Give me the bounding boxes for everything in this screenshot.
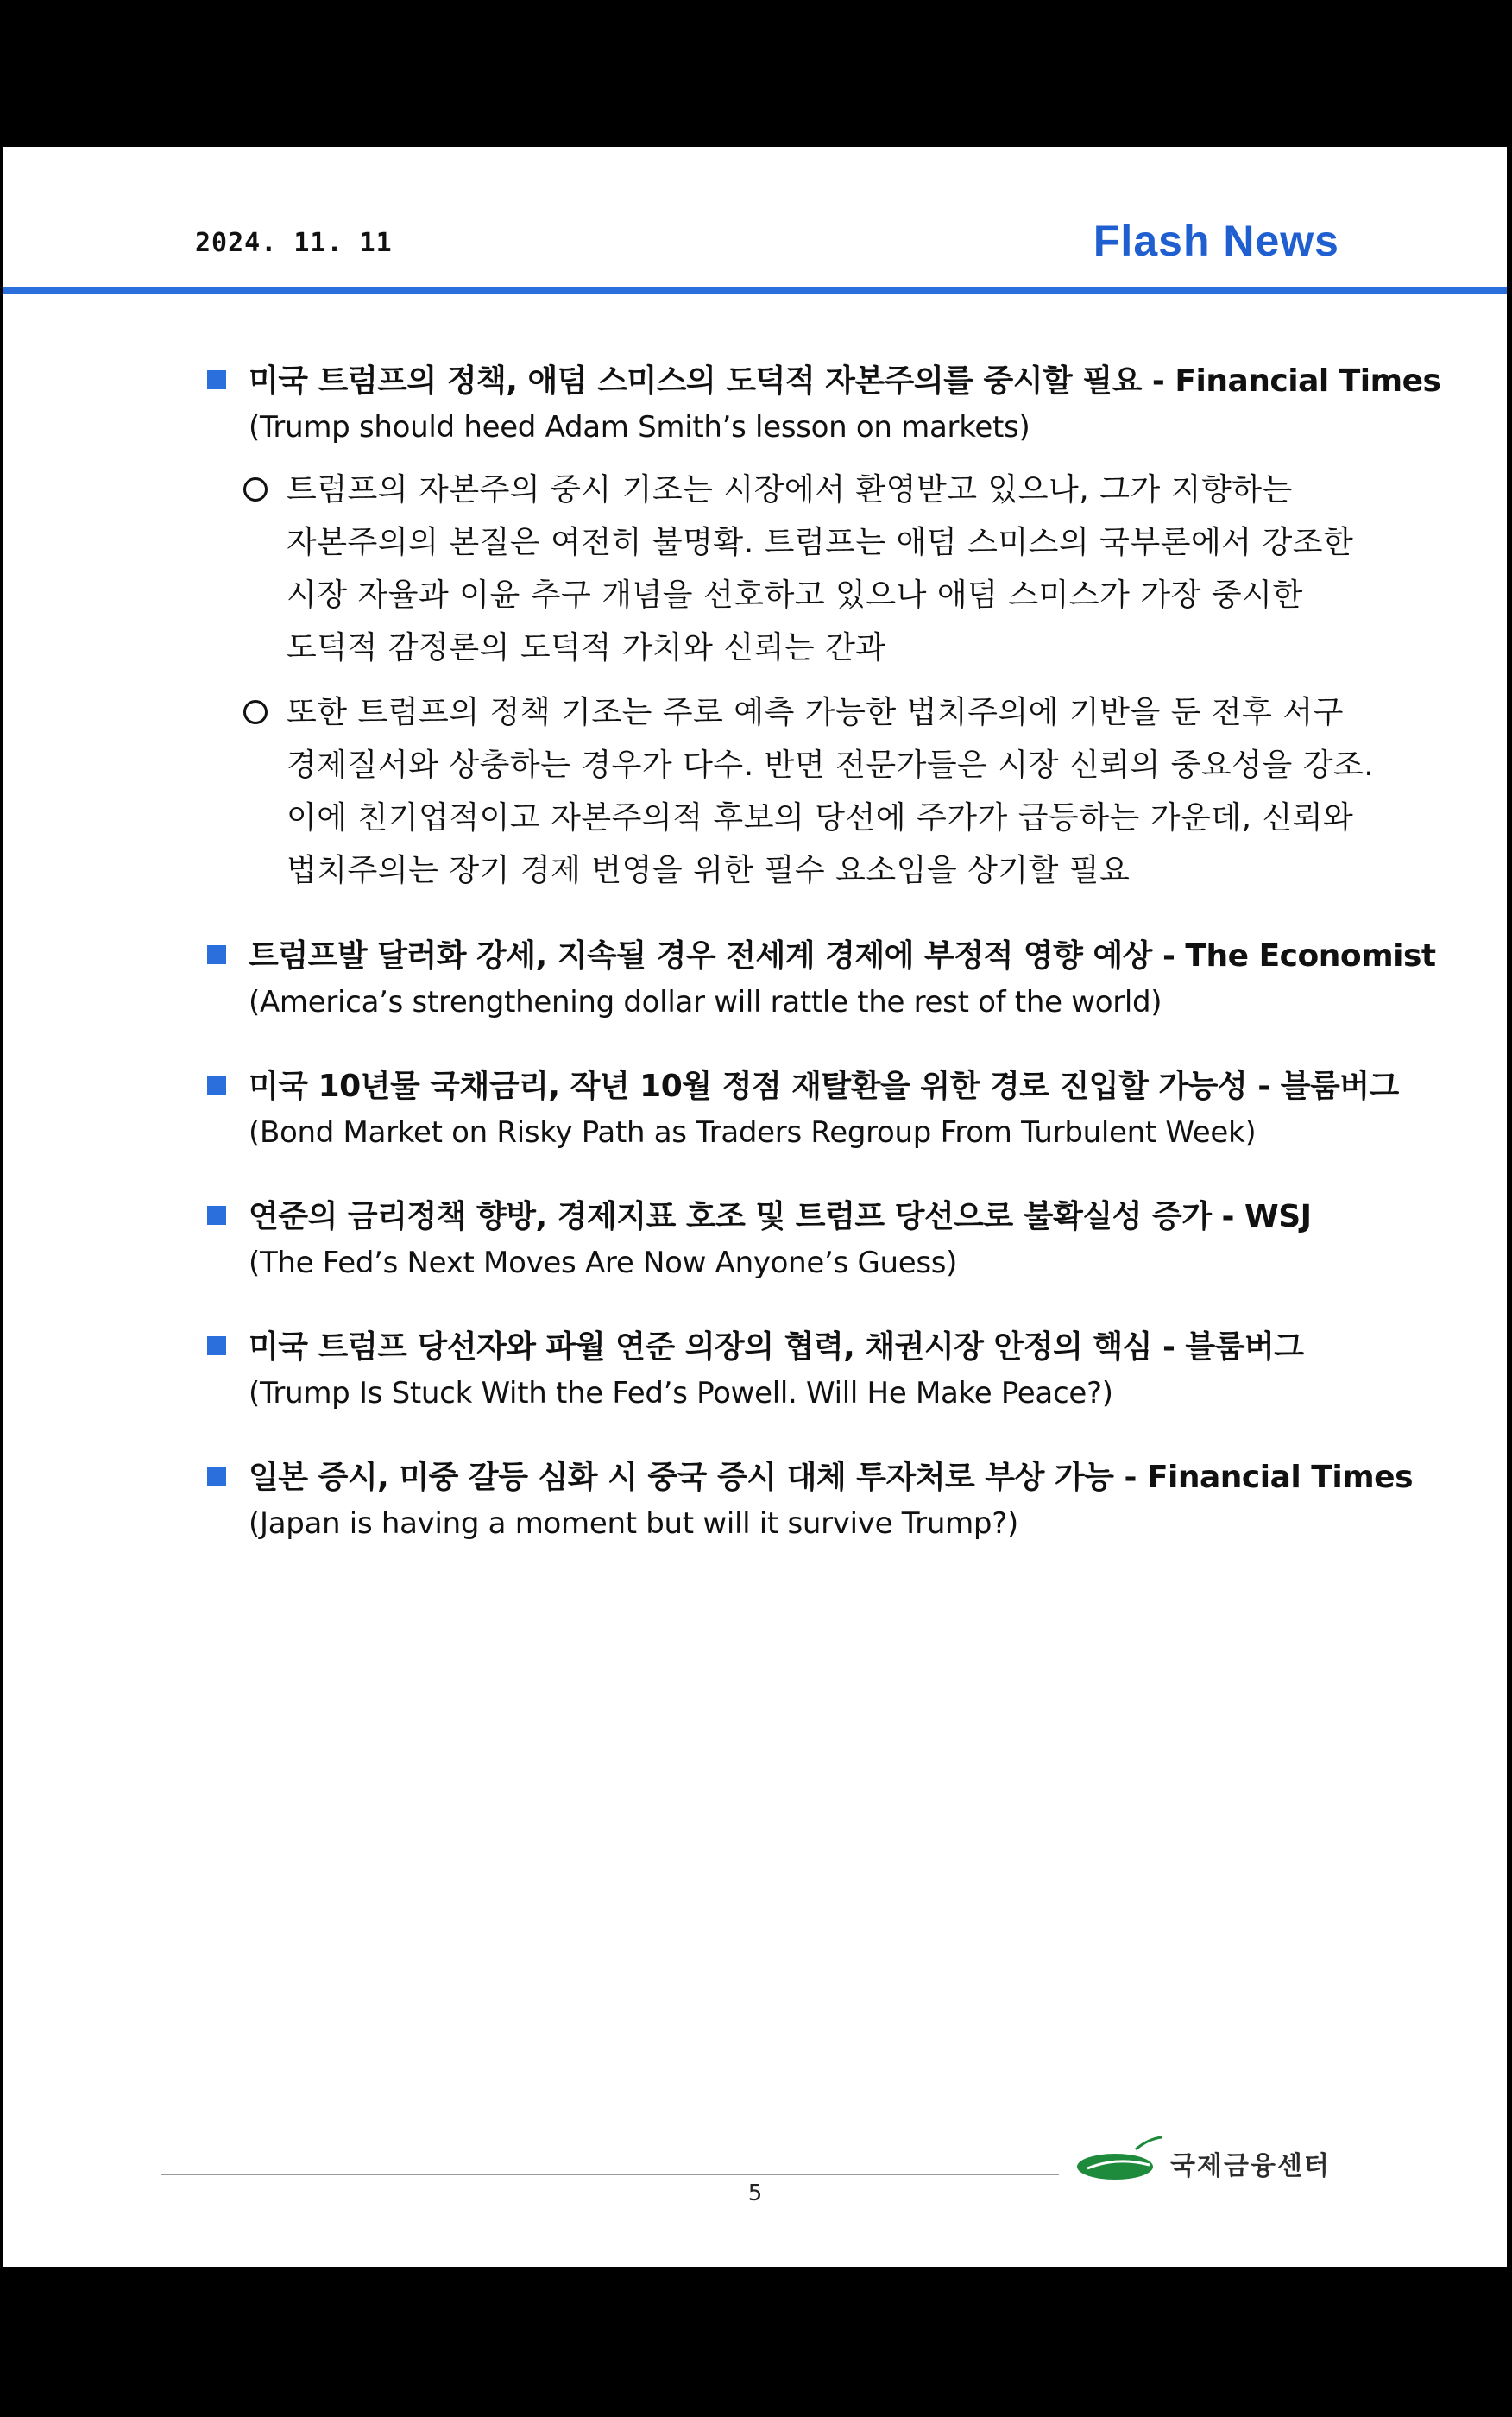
header-divider <box>3 287 1507 294</box>
paragraph-line: 법치주의는 장기 경제 번영을 위한 필수 요소임을 상기할 필요 <box>287 853 1131 888</box>
paragraph-line: 시장 자율과 이윤 추구 개념을 선호하고 있으나 애덤 스미스가 가장 중시한 <box>287 577 1303 613</box>
kcif-logo <box>1075 2134 1343 2186</box>
paragraph-line: 또한 트럼프의 정책 기조는 주로 예측 가능한 법치주의에 기반을 둔 전후 서구 <box>287 695 1344 730</box>
circle-bullet-icon <box>243 700 268 724</box>
paragraph-line: 도덕적 감정론의 도덕적 가치와 신뢰는 간과 <box>287 630 886 666</box>
footer-divider <box>161 2174 1059 2175</box>
news-source-title: (Bond Market on Risky Path as Traders Regroup From Turbulent Week) <box>249 1115 1257 1150</box>
news-headline: 트럼프발 달러화 강세, 지속될 경우 전세계 경제에 부정적 영향 예상 - The Economist <box>249 938 1436 974</box>
paragraph-line: 자본주의의 본질은 여전히 불명확. 트럼프는 애덤 스미스의 국부론에서 강조한 <box>287 525 1354 560</box>
paragraph-line: 트럼프의 자본주의 중시 기조는 시장에서 환영받고 있으나, 그가 지향하는 <box>287 472 1293 508</box>
square-bullet-icon <box>207 1336 226 1355</box>
paragraph-line: 경제질서와 상충하는 경우가 다수. 반면 전문가들은 시장 신뢰의 중요성을 강조. <box>287 748 1375 783</box>
report-date: 2024. 11. 11 <box>195 228 393 258</box>
news-headline: 연준의 금리정책 향방, 경제지표 호조 및 트럼프 당선으로 불확실성 증가 - WSJ <box>249 1199 1312 1234</box>
square-bullet-icon <box>207 945 226 964</box>
kcif-logo-text: 국제금융센터 <box>1170 2151 1331 2181</box>
news-headline: 일본 증시, 미중 갈등 심화 시 중국 증시 대체 투자처로 부상 가능 - Financial Times <box>249 1460 1414 1495</box>
news-source-title: (The Fed’s Next Moves Are Now Anyone’s Guess) <box>249 1246 958 1280</box>
document-page <box>3 147 1507 2267</box>
square-bullet-icon <box>207 1206 226 1225</box>
news-source-title: (Trump Is Stuck With the Fed’s Powell. Will He Make Peace?) <box>249 1376 1113 1410</box>
square-bullet-icon <box>207 1467 226 1486</box>
page-number: 5 <box>747 2180 763 2206</box>
kcif-leaf-icon <box>1075 2134 1165 2186</box>
news-headline: 미국 트럼프 당선자와 파월 연준 의장의 협력, 채권시장 안정의 핵심 - 블룸버그 <box>249 1329 1304 1365</box>
circle-bullet-icon <box>243 477 268 502</box>
paragraph-line: 이에 친기업적이고 자본주의적 후보의 당선에 주가가 급등하는 가운데, 신뢰와 <box>287 800 1354 836</box>
report-title: Flash News <box>1093 217 1339 265</box>
news-headline: 미국 트럼프의 정책, 애덤 스미스의 도덕적 자본주의를 중시할 필요 - Financial Times <box>249 363 1441 399</box>
news-source-title: (Trump should heed Adam Smith’s lesson on markets) <box>249 410 1030 445</box>
news-headline: 미국 10년물 국채금리, 작년 10월 정점 재탈환을 위한 경로 진입할 가능성 - 블룸버그 <box>249 1069 1399 1104</box>
news-source-title: (Japan is having a moment but will it survive Trump?) <box>249 1506 1018 1541</box>
square-bullet-icon <box>207 1076 226 1095</box>
news-source-title: (America’s strengthening dollar will rattle the rest of the world) <box>249 985 1162 1019</box>
square-bullet-icon <box>207 370 226 389</box>
